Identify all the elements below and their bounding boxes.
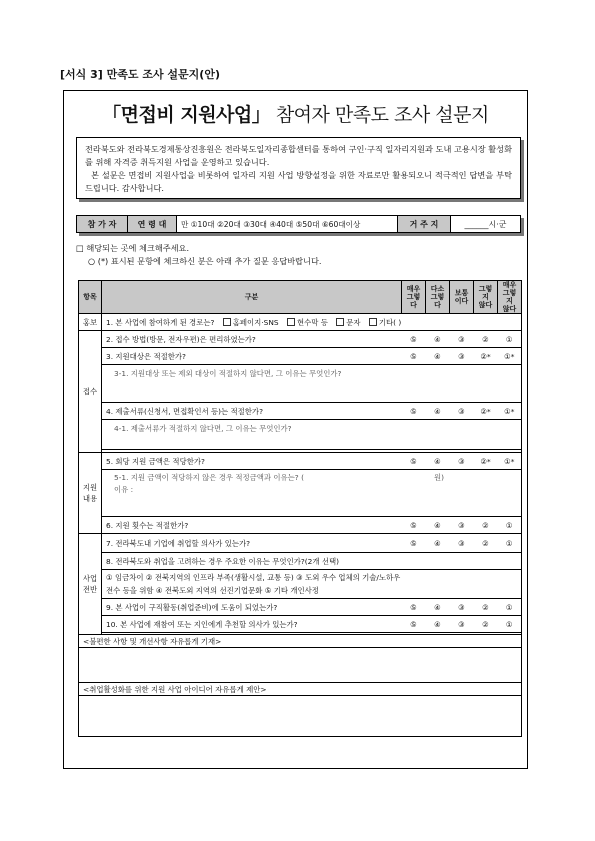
table-row: [79, 348, 522, 365]
age-options[interactable]: 만 ①10대 ②20대 ③30대 ④40대 ⑤50대 ⑥60대이상: [177, 216, 398, 232]
option-banner: 현수막 등: [296, 317, 328, 327]
table-row: [79, 420, 522, 450]
header-option-3-label: 보통 이다: [454, 289, 469, 305]
question-3: 3. 지원대상은 적절한가?: [102, 348, 402, 365]
rating-4[interactable]: ④: [426, 599, 450, 616]
header-option-3: [450, 281, 474, 314]
table-row: [79, 570, 522, 599]
checkbox-banner[interactable]: [287, 318, 295, 326]
title-bracket-open: 「: [102, 104, 121, 126]
option-other: 기타( ): [378, 317, 402, 327]
header-option-5-label: 매우 그렇다: [406, 285, 421, 309]
table-row: [79, 470, 522, 517]
rating-5[interactable]: ⑤: [402, 517, 426, 534]
header-option-5: [402, 281, 426, 314]
rating-3[interactable]: ③: [450, 599, 474, 616]
rating-4[interactable]: ④: [426, 534, 450, 553]
rating-4[interactable]: ④: [426, 616, 450, 633]
rating-2[interactable]: ②: [474, 599, 498, 616]
title-bracket-close: 」: [251, 104, 271, 126]
rating-4[interactable]: ④: [426, 348, 450, 365]
table-row: [79, 696, 522, 737]
table-header-row: [79, 281, 522, 314]
question-8-options-line-1: ① 임금차이 ② 전북지역의 인프라 부족(생활시설, 교통 등) ③ 도외 우수 업체의 기술/노하우: [106, 573, 401, 582]
form-label: [서식 3] 만족도 조사 설문지(안): [60, 68, 220, 81]
question-1-text: 1. 본 사업에 참여하게 된 경로는?: [106, 317, 215, 327]
rating-1[interactable]: ①: [498, 517, 522, 534]
category-promo: 홍보: [79, 314, 102, 331]
table-row: [79, 314, 522, 331]
header-question: 구분: [102, 281, 402, 314]
question-5-1-text: 5-1. 지원 금액이 적당하지 않은 경우 적정금액과 이유는? (: [114, 473, 304, 482]
rating-3[interactable]: ③: [450, 331, 474, 348]
page-title: [63, 100, 528, 127]
table-row: [79, 365, 522, 403]
table-row: [79, 534, 522, 553]
question-9: 9. 본 사업이 구직활동(취업준비)에 도움이 되었는가?: [102, 599, 402, 616]
checkbox-sms[interactable]: [336, 318, 344, 326]
free-comment-heading: <불편한 사항 및 개선사항 자유롭게 기재>: [79, 635, 522, 648]
rating-3[interactable]: ③: [450, 616, 474, 633]
rating-1[interactable]: ①: [498, 534, 522, 553]
table-row: [79, 553, 522, 570]
rating-1[interactable]: ①: [498, 599, 522, 616]
rating-5[interactable]: ⑤: [402, 599, 426, 616]
question-5: 5. 회당 지원 금액은 적당한가?: [102, 453, 402, 470]
residence-label: 거 주 지: [398, 216, 451, 232]
header-option-4: [426, 281, 450, 314]
rating-1[interactable]: ①: [498, 616, 522, 633]
idea-field[interactable]: [79, 696, 522, 737]
rating-5[interactable]: ⑤: [402, 453, 426, 470]
table-row: [79, 453, 522, 470]
rating-2[interactable]: ②: [474, 534, 498, 553]
header-option-2-label: 그렇지 않다: [478, 285, 493, 309]
table-row: [79, 517, 522, 534]
rating-3[interactable]: ③: [450, 348, 474, 365]
age-label: 연 령 대: [128, 216, 177, 232]
rating-4[interactable]: ④: [426, 453, 450, 470]
intro-box: [76, 137, 521, 199]
table-row: [79, 331, 522, 348]
question-4-1[interactable]: [102, 420, 522, 450]
rating-2[interactable]: ②: [474, 517, 498, 534]
option-sms: 문자: [346, 317, 361, 327]
question-10: 10. 본 사업에 재참여 또는 지인에게 추천할 의사가 있는가?: [102, 616, 402, 633]
category-proc: 접수: [79, 331, 102, 453]
rating-1-star[interactable]: ①*: [498, 453, 522, 470]
checkbox-homepage[interactable]: [223, 318, 231, 326]
rating-4[interactable]: ④: [426, 517, 450, 534]
rating-1[interactable]: ①: [498, 331, 522, 348]
question-8: 8. 전라북도와 취업을 고려하는 경우 주요한 이유는 무엇인가?(2개 선택): [102, 553, 522, 570]
rating-3[interactable]: ③: [450, 517, 474, 534]
question-8-options-line-2: 전수 등을 위함 ④ 전북도외 지역의 선진기업문화 ⑤ 기타 개인사정: [106, 586, 319, 595]
rating-5[interactable]: ⑤: [402, 534, 426, 553]
rating-1-star[interactable]: ①*: [498, 348, 522, 365]
rating-5[interactable]: ⑤: [402, 403, 426, 420]
participant-label: 참 가 자: [77, 216, 128, 232]
header-option-2: [474, 281, 498, 314]
rating-3[interactable]: ③: [450, 403, 474, 420]
checkbox-other[interactable]: [369, 318, 377, 326]
table-row: [79, 648, 522, 683]
title-rest: 참여자 만족도 조사 설문지: [270, 104, 489, 126]
question-5-1-reason: 이유 :: [114, 485, 134, 494]
rating-3[interactable]: ③: [450, 534, 474, 553]
residence-field[interactable]: ______시·군: [464, 219, 507, 229]
title-bold: 면접비 지원사업: [120, 104, 252, 126]
rating-2[interactable]: ②: [474, 331, 498, 348]
rating-4[interactable]: ④: [426, 331, 450, 348]
option-homepage: 홈페이지·SNS: [232, 317, 279, 327]
question-4-1-text: 4-1. 제출서류가 적절하지 않다면, 그 이유는 무엇인가?: [114, 424, 292, 433]
table-row: [79, 403, 522, 420]
intro-paragraph-1: 전라북도와 전라북도경제통상진흥원은 전라북도일자리종합센터를 통하여 구인·구직 일자리지원과 도내 고용시장 활성화를 위해 자격증 취득지원 사업을 운영하고 있습니다.: [85, 144, 512, 167]
question-8-options[interactable]: [102, 570, 522, 599]
question-3-1-text: 3-1. 지원대상 또는 제외 대상이 적절하지 않다면, 그 이유는 무엇인가?: [114, 369, 342, 378]
rating-4[interactable]: ④: [426, 403, 450, 420]
rating-2-star[interactable]: ②*: [474, 453, 498, 470]
category-overall-label: 사업 전반: [82, 574, 98, 594]
free-comment-field[interactable]: [79, 648, 522, 683]
question-3-1[interactable]: [102, 365, 522, 403]
category-overall: [79, 534, 102, 635]
question-2: 2. 접수 방법(방문, 전자우편)은 편리하였는가?: [102, 331, 402, 348]
header-option-1: [498, 281, 522, 314]
rating-2-star[interactable]: ②*: [474, 348, 498, 365]
question-4: 4. 제출서류(신청서, 면접확인서 등)는 적절한가?: [102, 403, 402, 420]
category-support: [79, 453, 102, 534]
header-option-1-label: 매우 그렇지 않다: [502, 281, 517, 313]
table-row: [79, 683, 522, 696]
rating-1-star[interactable]: ①*: [498, 403, 522, 420]
question-5-1[interactable]: [102, 470, 522, 517]
question-6: 6. 지원 횟수는 적절한가?: [102, 517, 402, 534]
question-7: 7. 전라북도내 기업에 취업할 의사가 있는가?: [102, 534, 402, 553]
header-category: 항목: [79, 281, 102, 314]
intro-paragraph-2: 본 설문은 면접비 지원사업을 비롯하여 일자리 지원 사업 방향설정을 위한 자료로만 활용되오니 적극적인 답변을 부탁드립니다. 감사합니다.: [85, 170, 512, 193]
table-row: [79, 616, 522, 633]
idea-heading: <취업활성화를 위한 지원 사업 아이디어 자유롭게 제안>: [79, 683, 522, 696]
category-support-label: 지원 내용: [82, 483, 98, 503]
participant-info-bar: [76, 215, 521, 233]
question-5-1-unit: 원): [434, 473, 445, 482]
header-option-4-label: 다소 그렇 다: [430, 285, 445, 309]
survey-table: [78, 280, 522, 737]
rating-2-star[interactable]: ②*: [474, 403, 498, 420]
rating-2[interactable]: ②: [474, 616, 498, 633]
rating-5[interactable]: ⑤: [402, 616, 426, 633]
rating-5[interactable]: ⑤: [402, 331, 426, 348]
table-row: [79, 599, 522, 616]
instruction-followup: ○ (*) 표시된 문항에 체크하신 분은 아래 추가 질문 응답바랍니다.: [88, 256, 322, 266]
question-1: [102, 314, 522, 331]
rating-5[interactable]: ⑤: [402, 348, 426, 365]
instruction-checkbox: □ 해당되는 곳에 체크해주세요.: [76, 243, 190, 253]
rating-3[interactable]: ③: [450, 453, 474, 470]
table-row: [79, 635, 522, 648]
